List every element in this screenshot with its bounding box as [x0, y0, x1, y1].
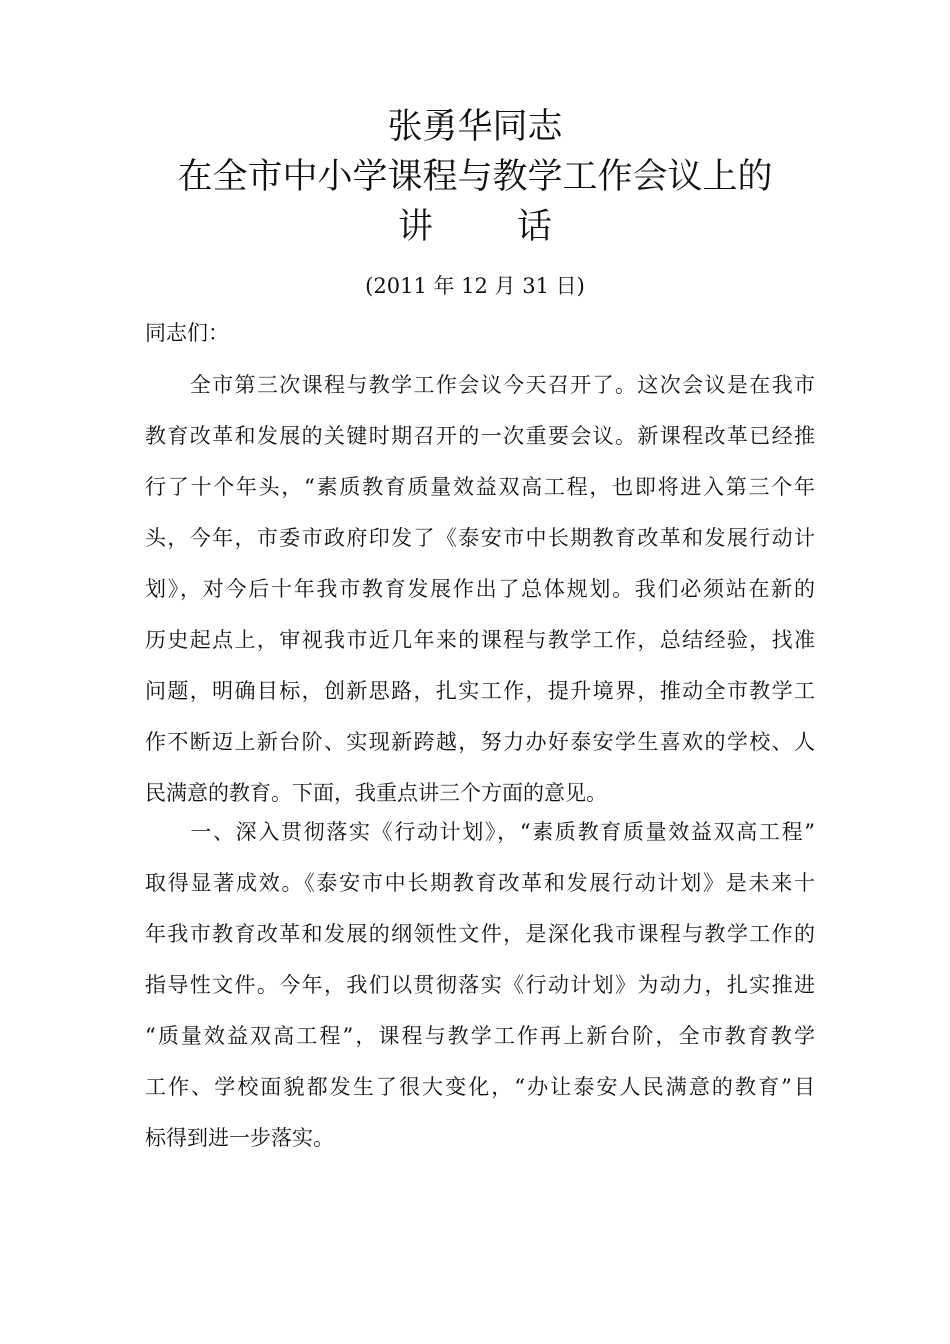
paragraph-line: 头，今年，市委市政府印发了《泰安市中长期教育改革和发展行动计: [145, 526, 815, 550]
paragraph-1: [145, 360, 815, 819]
paragraph-line: 行了十个年头，“素质教育质量效益双高工程，也即将进入第三个年: [145, 475, 815, 499]
paragraph-line: 民满意的教育。下面，我重点讲三个方面的意见。: [145, 781, 607, 805]
speech-date: (2011 年 12 月 31 日): [365, 274, 585, 298]
title-speech: [0, 205, 950, 249]
paragraph-line: 全市第三次课程与教学工作会议今天召开了。这次会议是在我市: [145, 373, 815, 397]
paragraph-line: 指导性文件。今年，我们以贯彻落实《行动计划》为动力，扎实推进: [145, 973, 815, 997]
paragraph-line: 历史起点上，审视我市近几年来的课程与教学工作，总结经验，找准: [145, 628, 815, 652]
title-speaker: 张勇华同志: [387, 107, 563, 147]
paragraph-line: 年我市教育改革和发展的纲领性文件，是深化我市课程与教学工作的: [145, 922, 815, 946]
paragraph-line: 教育改革和发展的关键时期召开的一次重要会议。新课程改革已经推: [145, 424, 815, 448]
paragraph-line: 作不断迈上新台阶、实现新跨越，努力办好泰安学生喜欢的学校、人: [145, 730, 815, 754]
title-occasion: 在全市中小学课程与教学工作会议上的: [177, 157, 773, 197]
salutation: 同志们：: [145, 321, 229, 345]
paragraph-line: 划》，对今后十年我市教育发展作出了总体规划。我们必须站在新的: [145, 577, 815, 601]
paragraph-line: 问题，明确目标，创新思路，扎实工作，提升境界，推动全市教学工: [145, 679, 815, 703]
paragraph-line: “质量效益双高工程”，课程与教学工作再上新台阶，全市教育教学: [145, 1024, 815, 1048]
paragraph-line: 标得到进一步落实。: [145, 1126, 334, 1150]
paragraph-line: 一、深入贯彻落实《行动计划》，“素质教育质量效益双高工程”: [145, 820, 815, 844]
title-speech-char-1: 讲: [397, 207, 433, 247]
title-speech-char-2: 话: [517, 207, 553, 247]
paragraph-line: 取得显著成效。《泰安市中长期教育改革和发展行动计划》是未来十: [145, 871, 815, 895]
paragraph-2: [145, 807, 815, 1164]
paragraph-line: 工作、学校面貌都发生了很大变化，“办让泰安人民满意的教育”目: [145, 1075, 815, 1099]
